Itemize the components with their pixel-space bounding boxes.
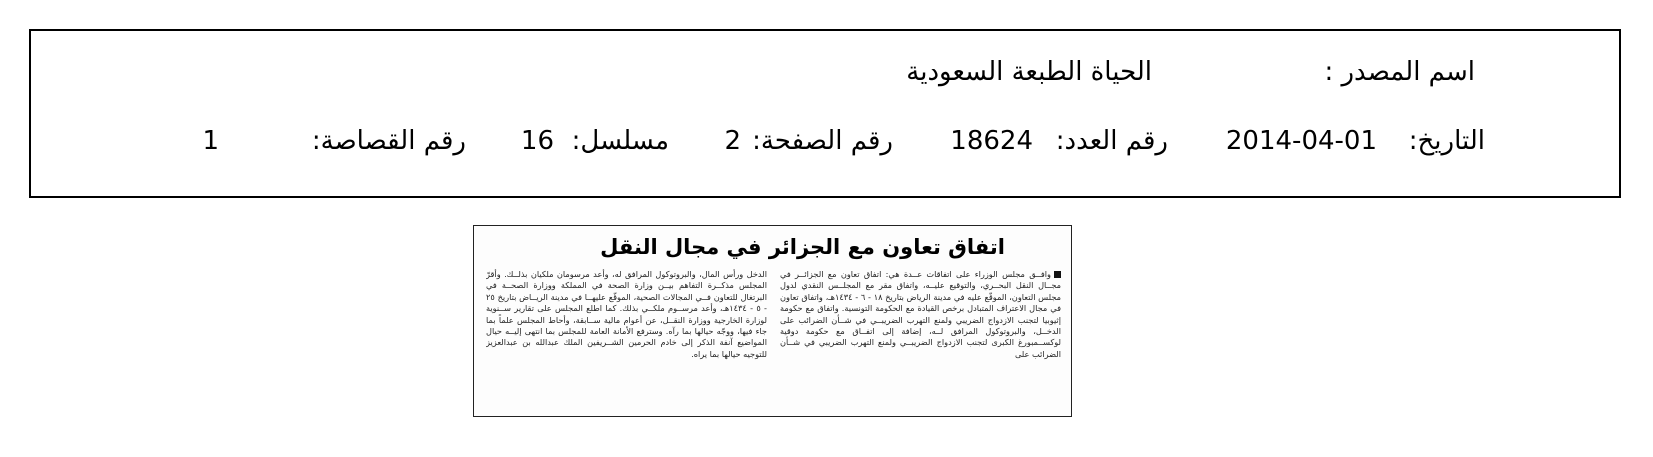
clip-number-value: 1 (202, 126, 219, 156)
date-label: التاريخ: (1408, 126, 1485, 156)
metadata-header-box (29, 29, 1621, 198)
article-column-right-text: وافــق مجلس الوزراء على اتفاقات عــدة هي: اتفاق تعاون مع الجزائــر في مجــال النقل البحــري، والتوقيع عليــه، واتفاق مقر مع المجلــس النقدي لدول مجلس التعاون، الموقّع عليه في مدينة الرياض بتاريخ ١٨ - ٦ - ١٤٣٤هـ، واتفاق تعاون في مجال الاعتراف المتبادل برخص القيادة مع الحكومة التونسية. واتفاق مع حكومة إثيوبيا لتجنب الازدواج الضريبي ولمنع التهرب الضريبــي في شــأن الضرائب على الدخــل، والبروتوكول المرافق لــه، إضافة إلى اتفــاق مع حكومة دوقية لوكســمبورغ الكبرى لتجنب الازدواج الضريبــي ولمنع التهرب الضريبي في شــأن الضرائب على (780, 269, 1061, 359)
issue-value: 18624 (950, 126, 1033, 156)
date-value: 2014-04-01 (1225, 126, 1377, 156)
bullet-square-icon (1054, 271, 1061, 278)
article-column-left: الدخل ورأس المال، والبروتوكول المرافق له، وأعد مرسومان ملكيان بذلــك. وأقرّ المجلس مذكــرة التفاهم بيــن وزارة الصحة في المملكة ووزارة الصحــة في البرتغال للتعاون فــي المجالات الصحية، الموقّع عليهــا في مدينة الريــاض بتاريخ ٢٥ - ٥ - ١٤٣٤هـ، وأعد مرســوم ملكــي بذلك. كما اطلع المجلس على تقارير ســنوية لوزارة الخارجية ووزارة النقــل، عن أعوام مالية ســابقة، وأحاط المجلس علماً بما جاء فيها، ووجّه حيالها بما رآه. وسترفع الأمانة العامة للمجلس بما انتهى إليــه حيال المواضيع آنفة الذكر إلى خادم الحرمين الشــريفين الملك عبدالله بن عبدالعزيز للتوجيه حيالها بما يراه. (486, 269, 767, 359)
serial-value: 16 (520, 126, 554, 156)
newspaper-clipping (473, 225, 1072, 417)
page-value: 2 (724, 126, 741, 156)
article-title: اتفاق تعاون مع الجزائر في مجال النقل (600, 235, 1005, 259)
clip-number-label: رقم القصاصة: (311, 126, 466, 156)
serial-label: مسلسل: (571, 126, 669, 156)
page-label: رقم الصفحة: (752, 126, 893, 156)
article-column-right (780, 269, 1061, 414)
issue-label: رقم العدد: (1055, 126, 1168, 156)
source-label: اسم المصدر : (1324, 57, 1475, 87)
source-value: الحياة الطبعة السعودية (906, 57, 1152, 87)
